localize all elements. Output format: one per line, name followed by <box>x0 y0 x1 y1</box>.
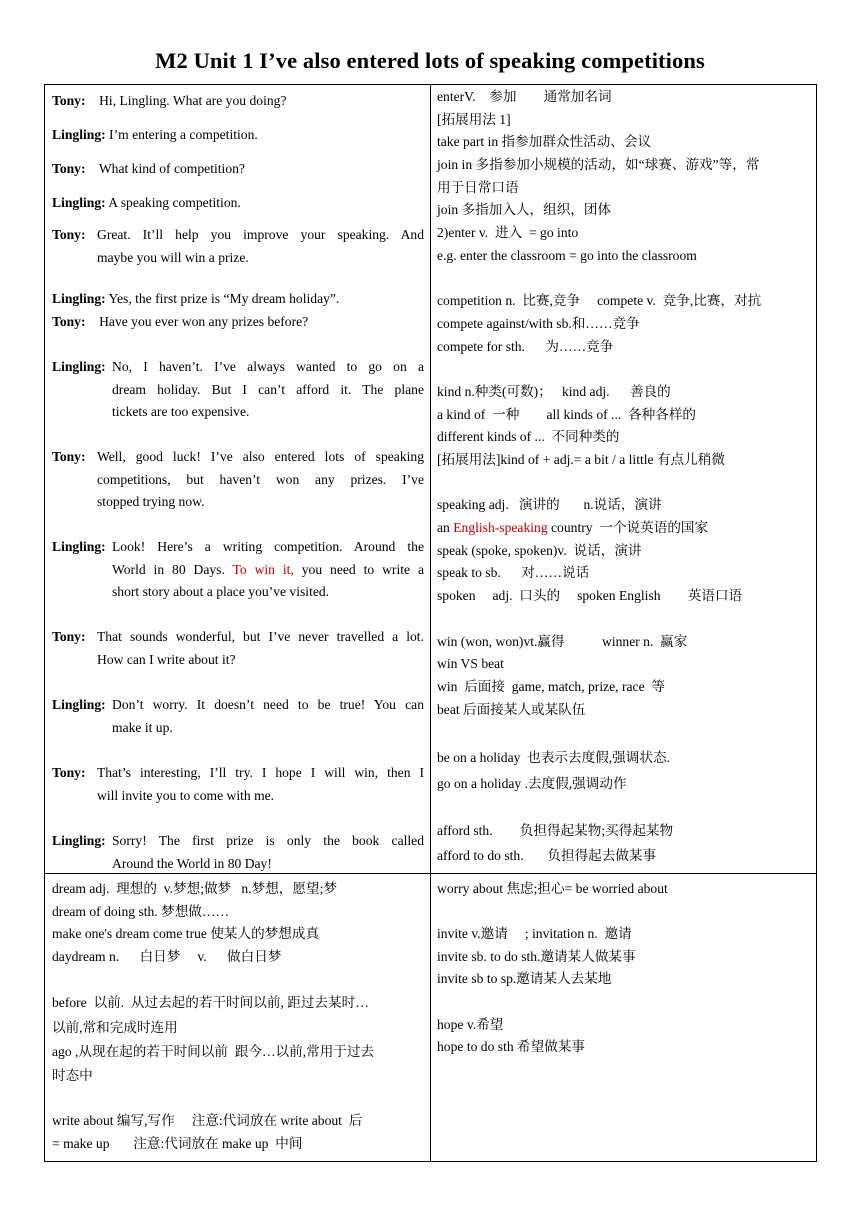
notes-table <box>44 84 817 1162</box>
note-line: join in 多指参加小规模的活动，如“球赛、游戏”等，常 <box>437 157 760 173</box>
dialogue-entry <box>52 536 424 604</box>
dialogue-text: World in 80 Days. To win it, you need to write a <box>112 561 424 577</box>
dialogue-line <box>52 491 424 514</box>
dialogue-text: maybe you will win a prize. <box>97 249 249 265</box>
dialogue-line <box>52 853 424 876</box>
dialogue-entry <box>52 192 424 215</box>
dream-before-notes-cell <box>52 878 424 1149</box>
dialogue-line <box>52 626 424 649</box>
note-line: win (won, won)vt.赢得 winner n. 赢家 <box>437 633 688 649</box>
note-line: competition n. 比赛,竞争 compete v. 竞争,比赛，对抗 <box>437 293 762 309</box>
dialogue-entry <box>52 762 424 807</box>
note-line: spoken adj. 口头的 spoken English 英语口语 <box>437 588 743 604</box>
dialogue-line <box>52 830 424 853</box>
dialogue-line <box>52 536 424 559</box>
dialogue-line <box>52 247 424 270</box>
note-line: invite sb to sp.邀请某人去某地 <box>437 971 612 987</box>
dialogue-entry <box>52 626 424 671</box>
speaker-name: Tony: <box>52 227 86 242</box>
note-line: e.g. enter the classroom = go into the classroom <box>437 247 697 263</box>
note-line: = make up 注意:代词放在 make up 中间 <box>52 1135 303 1151</box>
blank-line <box>52 968 424 991</box>
dialogue-text: No, I haven’t. I’ve always wanted to go on a <box>112 359 424 374</box>
dialogue-entry <box>52 311 424 334</box>
dialogue-line <box>52 288 424 311</box>
speaker-name: Tony: <box>52 765 86 780</box>
dialogue-text: Don’t worry. It doesn’t need to be true! You can <box>112 697 424 712</box>
dialogue-text: Yes, the first prize is “My dream holiday”. <box>105 291 340 306</box>
note-line: worry about 焦虑;担心= be worried about <box>437 881 668 896</box>
table-border-center <box>430 84 431 1162</box>
blank-line <box>437 358 813 381</box>
dialogue-text: Around the World in 80 Day! <box>112 855 272 871</box>
vocab-notes-cell <box>437 86 813 863</box>
dialogue-text: will invite you to come with me. <box>97 787 275 803</box>
dialogue-text: Look! Here’s a writing competition. Around the <box>112 539 424 554</box>
note-line: 2)enter v. 进入 = go into <box>437 225 579 241</box>
dialogue-text: short story about a place you’ve visited. <box>112 584 330 600</box>
note-line: dream adj. 理想的 v.梦想;做梦 n.梦想，愿望;梦 <box>52 881 337 896</box>
note-line: beat 后面接某人或某队伍 <box>437 701 586 717</box>
speaker-name: Tony: <box>52 629 86 644</box>
note-line: hope v.希望 <box>437 1016 504 1032</box>
note-line: [拓展用法 1] <box>437 111 511 127</box>
blank-line <box>437 472 813 495</box>
speaker-name: Lingling: <box>52 291 106 306</box>
note-line: join 多指加入人，组织，团体 <box>437 202 612 218</box>
dialogue-text: That’s interesting, I’ll try. I hope I will win, then I <box>97 765 424 780</box>
note-line: make one's dream come true 使某人的梦想成真 <box>52 926 320 942</box>
dialogue-text: Well, good luck! I’ve also entered lots of speaking <box>97 449 424 464</box>
note-line: write about 编写,写作 注意:代词放在 write about 后 <box>52 1112 363 1128</box>
note-line: 用于日常口语 <box>437 179 519 195</box>
note-line: win 后面接 game, match, prize, race 等 <box>437 678 665 694</box>
speaker-name: Tony: <box>52 314 86 329</box>
note-line: take part in 指参加群众性活动、会议 <box>437 134 652 150</box>
dialogue-line <box>52 311 424 334</box>
note-line: invite v.邀请 ; invitation n. 邀请 <box>437 926 632 942</box>
dialogue-text: A speaking competition. <box>105 195 241 210</box>
dialogue-line <box>52 401 424 424</box>
dialogue-text: What kind of competition? <box>85 161 245 176</box>
dialogue-line <box>52 158 424 181</box>
dialogue-entry <box>52 158 424 181</box>
note-line: ago ,从现在起的若干时间以前 跟今…以前,常用于过去 <box>52 1043 375 1059</box>
dialogue-line <box>52 785 424 808</box>
dialogue-line <box>52 446 424 469</box>
dialogue-text: Sorry! The first prize is only the book called <box>112 833 424 848</box>
dialogue-text: competitions, but haven’t won any prizes. I’ve <box>97 471 424 487</box>
page-title: M2 Unit 1 I’ve also entered lots of speaking competitions <box>155 48 705 73</box>
dialogue-entry <box>52 446 424 514</box>
note-line: afford to do sth. 负担得起去做某事 <box>437 847 657 863</box>
dialogue-text: That sounds wonderful, but I’ve never travelled a lot. <box>97 629 424 644</box>
dialogue-line <box>52 694 424 717</box>
note-line: an English-speaking country 一个说英语的国家 <box>437 520 709 536</box>
note-line: hope to do sth 希望做某事 <box>437 1039 586 1055</box>
blank-line <box>437 268 813 291</box>
dialogue-text: tickets are too expensive. <box>112 404 250 420</box>
note-line: win VS beat <box>437 656 504 672</box>
dialogue-entry <box>52 356 424 424</box>
dialogue-text: stopped trying now. <box>97 494 205 510</box>
table-border-left <box>44 84 45 1162</box>
blank-line <box>437 901 813 924</box>
dialogue-line <box>52 379 424 402</box>
dialogue-line <box>52 559 424 582</box>
speaker-name: Lingling: <box>52 833 106 848</box>
dialogue-line <box>52 224 424 247</box>
dialogue-line <box>52 192 424 215</box>
blank-line <box>437 608 813 631</box>
dialogue-text: How can I write about it? <box>97 651 236 667</box>
note-line: different kinds of ... 不同种类的 <box>437 429 620 445</box>
dialogue-text: Hi, Lingling. What are you doing? <box>85 93 287 108</box>
note-line: 时态中 <box>52 1067 93 1083</box>
note-line: afford sth. 负担得起某物;买得起某物 <box>437 823 674 838</box>
highlight-text: To win it, <box>232 561 294 577</box>
speaker-name: Lingling: <box>52 359 106 374</box>
dialogue-text: I’m entering a competition. <box>105 127 258 142</box>
note-line: before 以前. 从过去起的若干时间以前, 距过去某时… <box>52 995 369 1011</box>
dialogue-entry <box>52 288 424 311</box>
speaker-name: Lingling: <box>52 697 106 712</box>
dialogue-line <box>52 717 424 740</box>
speaker-name: Tony: <box>52 449 86 464</box>
dialogue-line <box>52 124 424 147</box>
dialogue-line <box>52 581 424 604</box>
dialogue-line <box>52 356 424 379</box>
dialogue-text: dream holiday. But I can’t afford it. The plane <box>112 381 424 397</box>
dialogue-entry <box>52 694 424 739</box>
note-line: be on a holiday 也表示去度假,强调状态. <box>437 749 670 765</box>
dialogue-line <box>52 762 424 785</box>
highlight-text: English-speaking <box>453 520 548 536</box>
note-line: compete for sth. 为……竞争 <box>437 338 614 354</box>
note-line: daydream n. 白日梦 v. 做白日梦 <box>52 948 282 964</box>
note-line: kind n.种类(可数)； kind adj. 善良的 <box>437 383 671 399</box>
dialogue-entry <box>52 830 424 875</box>
dialogue-entry <box>52 224 424 269</box>
blank-line <box>52 1087 424 1110</box>
blank-line <box>437 721 813 744</box>
note-line: speak (spoke, spoken)v. 说话，演讲 <box>437 542 642 558</box>
dialogue-line <box>52 649 424 672</box>
note-line: go on a holiday .去度假,强调动作 <box>437 775 627 791</box>
dialogue-line <box>52 469 424 492</box>
note-line: dream of doing sth. 梦想做…… <box>52 903 230 919</box>
dialogue-line <box>52 90 424 113</box>
speaker-name: Lingling: <box>52 539 106 554</box>
speaker-name: Lingling: <box>52 195 106 210</box>
note-line: 以前,常和完成时连用 <box>52 1019 178 1035</box>
dialogue-entry <box>52 90 424 113</box>
worry-invite-notes-cell <box>437 878 813 1059</box>
note-line: speak to sb. 对……说话 <box>437 565 590 581</box>
speaker-name: Tony: <box>52 93 86 108</box>
speaker-name: Lingling: <box>52 127 106 142</box>
note-line: [拓展用法]kind of + adj.= a bit / a little 有点儿稍微 <box>437 452 725 467</box>
dialogue-text: make it up. <box>112 719 173 735</box>
speaker-name: Tony: <box>52 161 86 176</box>
note-line: speaking adj. 演讲的 n.说话，演讲 <box>437 497 662 513</box>
note-line: enterV. 参加 通常加名词 <box>437 89 612 104</box>
dialogue-text: Have you ever won any prizes before? <box>85 314 309 329</box>
note-line: invite sb. to do sth.邀请某人做某事 <box>437 948 636 964</box>
dialogue-text: Great. It’ll help you improve your speaking. And <box>97 227 424 242</box>
note-line: a kind of 一种 all kinds of ... 各种各样的 <box>437 406 697 422</box>
blank-line <box>437 991 813 1014</box>
table-border-right <box>816 84 817 1162</box>
note-line: compete against/with sb.和……竞争 <box>437 315 640 331</box>
dialogue-entry <box>52 124 424 147</box>
